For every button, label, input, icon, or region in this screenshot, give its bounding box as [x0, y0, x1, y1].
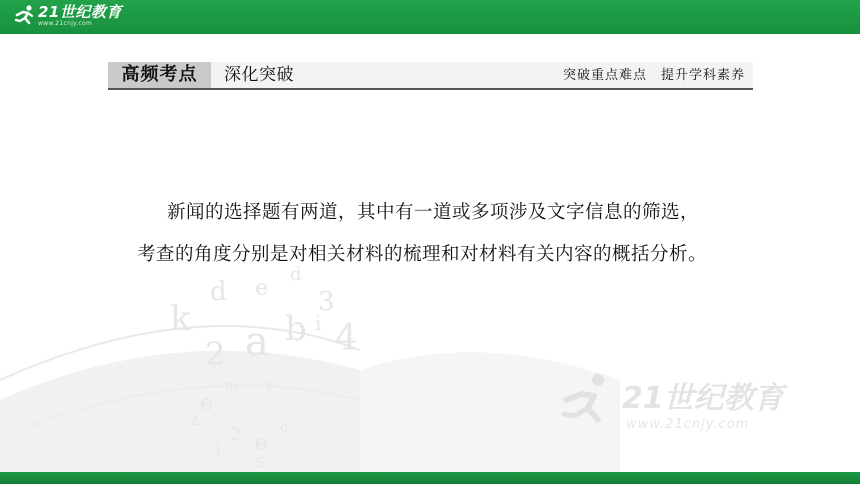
bg-letter: 4	[335, 318, 358, 359]
bg-letter: e	[200, 391, 214, 416]
brand-name: 21世纪教育	[38, 3, 122, 21]
paragraph-line: 新闻的选择题有两道，其中有一道或多项涉及文字信息的筛选，	[167, 202, 700, 223]
bg-letter: 3	[318, 287, 335, 317]
watermark-runner-icon	[564, 374, 604, 420]
bg-letter: m	[225, 378, 239, 394]
brand-url: www.21cnjy.com	[38, 20, 93, 27]
bg-letter: c	[280, 420, 288, 436]
watermark-logo	[560, 370, 840, 440]
top-banner	[0, 0, 860, 34]
brand-logo[interactable]	[14, 4, 122, 30]
section-subtitle: 深化突破	[224, 65, 294, 85]
bg-letter: i	[315, 311, 322, 335]
watermark-name: 21世纪教育	[622, 381, 784, 416]
paragraph-line: 考查的角度分别是对相关材料的梳理和对材料有关内容的概括分析。	[137, 244, 708, 265]
watermark-url: www.21cnjy.com	[626, 417, 750, 432]
bg-letter: i	[215, 439, 221, 460]
runner-logo-icon	[14, 4, 36, 26]
bg-letter: d	[290, 264, 302, 285]
bg-letter: k	[170, 299, 191, 339]
bg-letter: z	[190, 410, 199, 429]
bg-letter: y	[265, 375, 275, 394]
bg-letter: b	[285, 309, 307, 349]
bg-letter: 2	[205, 335, 226, 373]
bg-letter: 2	[230, 424, 242, 445]
section-slogan: 突破重点难点 提升学科素养	[562, 68, 745, 83]
bottom-banner	[0, 472, 860, 484]
bg-letter: 5	[255, 456, 264, 472]
bg-letter: a	[245, 319, 269, 365]
bg-letter: d	[210, 277, 227, 307]
bg-letter: e	[255, 431, 269, 456]
section-header	[108, 62, 753, 90]
bg-letter: e	[255, 276, 269, 301]
section-tag: 高频考点	[108, 62, 211, 88]
